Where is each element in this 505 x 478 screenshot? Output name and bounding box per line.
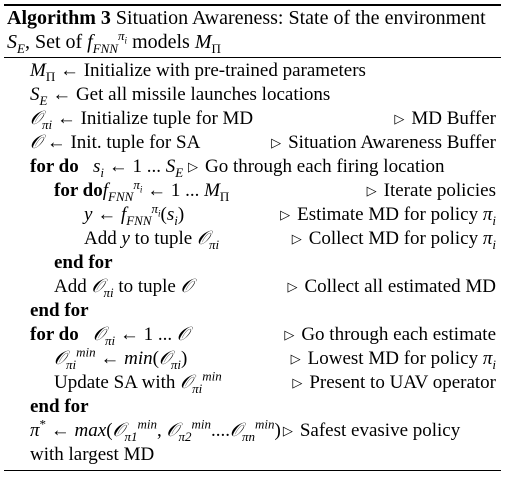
algo-line-16: π* ← max(𝒪$_{\pi 1}^{min}$, 𝒪$_{\pi 2}^{min}$....𝒪$_{\pi n}^{min}$) ▷ Safest evasive policy: [30, 416, 461, 444]
algorithm-caption: [7, 7, 486, 30]
algo-line-2: $S_E$ ← Get all missile launches locations: [30, 84, 331, 108]
algo-line-17: with largest MD: [30, 444, 155, 465]
algo-line-6: for dof$_{FNN}^{\pi_i}$ ← 1 ... $M_\Pi$ ▷ Iterate policies: [54, 176, 496, 204]
algo-line-3: 𝒪$_{\pi i}$ ← Initialize tuple for MD ▷ MD Buffer: [30, 108, 496, 132]
algo-line-14: Update SA with 𝒪$_{\pi i}^{min}$ ▷ Present to UAV operator: [54, 368, 496, 396]
algo-line-5: for do $s_i$ ← 1 ... $S_E$ ▷ Go through each firing location: [30, 156, 445, 180]
algorithm-label: Algorithm 3: [7, 7, 111, 29]
algo-line-1: $M_\Pi$ ← Initialize with pre-trained parameters: [30, 60, 366, 84]
algo-line-10: Add 𝒪$_{\pi i}$ to tuple 𝒪 ▷ Collect all estimated MD: [54, 276, 496, 300]
caption-rule: [4, 57, 501, 58]
algo-line-4: 𝒪 ← Init. tuple for SA ▷ Situation Awareness Buffer: [30, 132, 496, 153]
algo-line-7: y ← $f_{FNN}^{\pi_i}(s_i)$ ▷ Estimate MD for policy $\pi_i$: [84, 200, 496, 228]
algo-line-9: end for: [54, 252, 113, 273]
algorithm-caption-line2: $S_E$, Set of $f_{FNN}^{\pi_i}$ models $M_\Pi$: [7, 28, 221, 56]
algo-line-13: 𝒪$_{\pi i}^{min}$ ← min(𝒪$_{\pi i}$) ▷ Lowest MD for policy $\pi_i$: [54, 344, 496, 372]
algo-line-8: Add y to tuple 𝒪$_{\pi i}$ ▷ Collect MD for policy $\pi_i$: [84, 228, 496, 252]
algo-line-11: end for: [30, 300, 89, 321]
bottom-rule: [4, 470, 501, 471]
algo-line-12: for do 𝒪$_{\pi i}$ ← 1 ... 𝒪 ▷ Go through each estimate: [30, 324, 496, 348]
algo-line-15: end for: [30, 396, 89, 417]
caption-text: Situation Awareness: State of the environment: [115, 7, 486, 29]
top-rule: [4, 4, 501, 6]
